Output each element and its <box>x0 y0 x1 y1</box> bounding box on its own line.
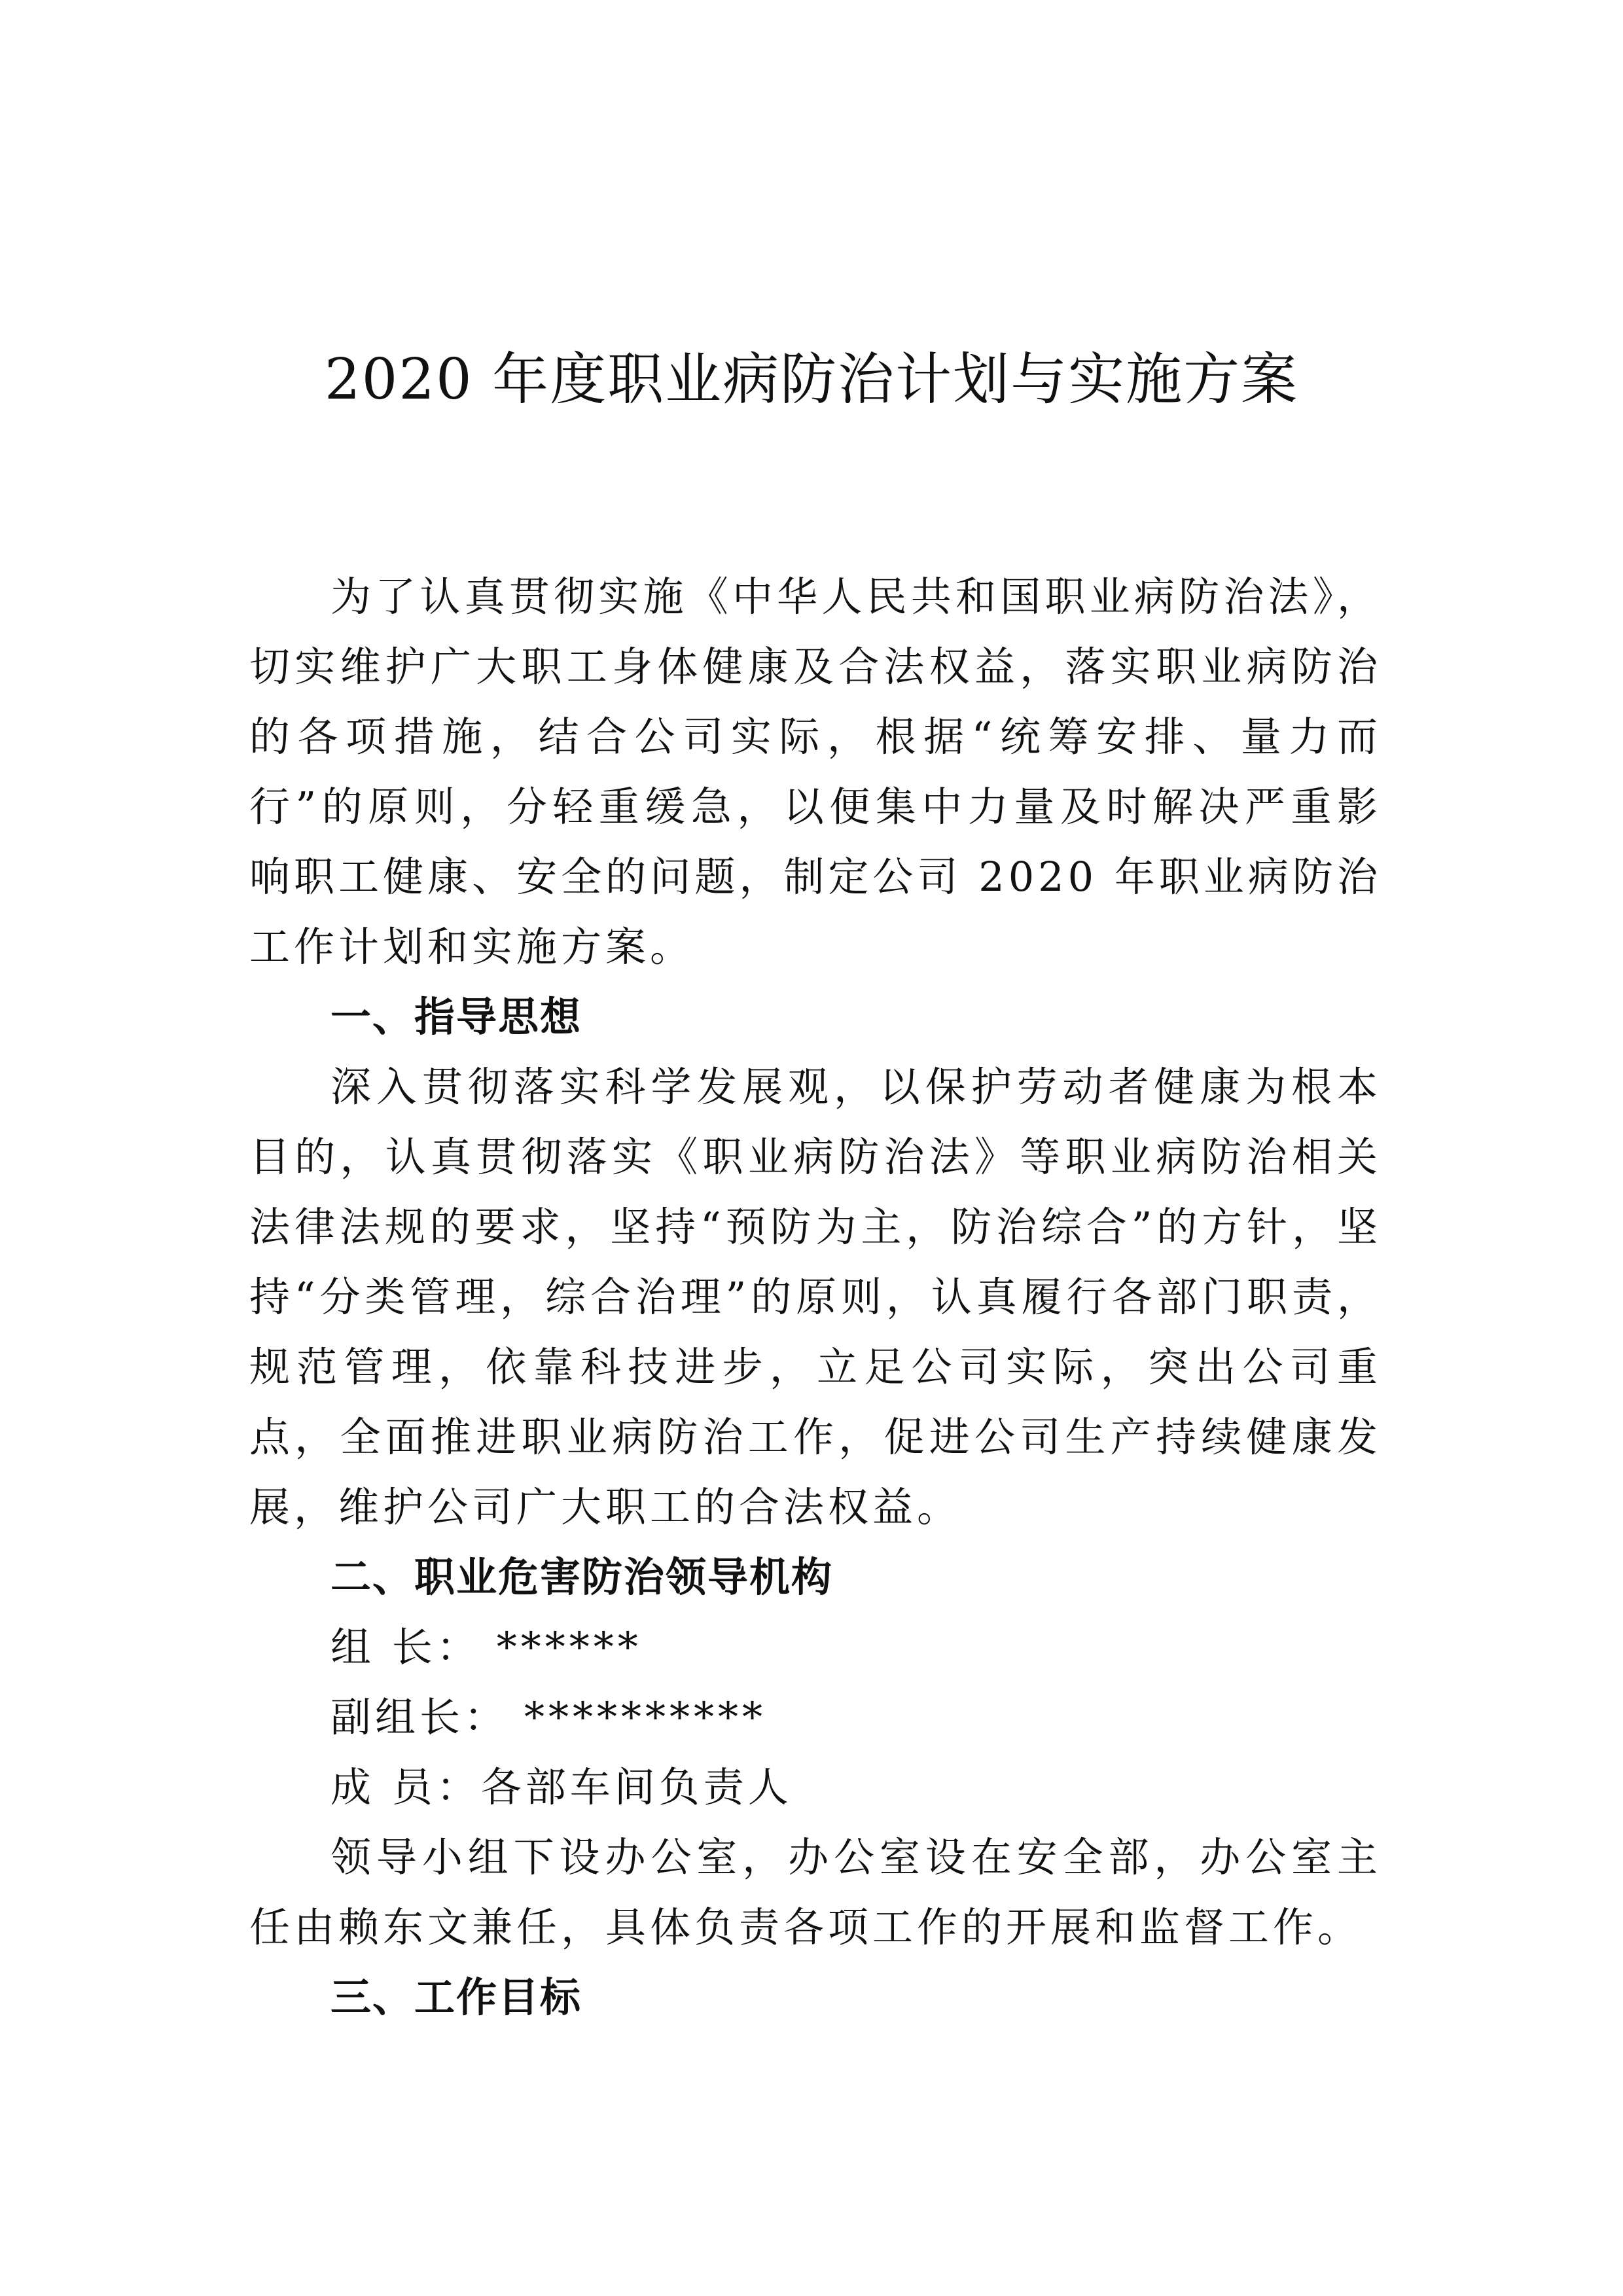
document-title: 2020 年度职业病防治计划与实施方案 <box>324 347 1299 412</box>
roster-deputy <box>249 1682 1382 1752</box>
roster-deputy-label: 副组长： <box>330 1693 509 1741</box>
intro-paragraph: 为了认真贯彻实施《中华人民共和国职业病防治法》，切实维护广大职工身体健康及合法权益，落实职业病防治的各项措施，结合公司实际，根据“统筹安排、量力而行”的原则，分轻重缓急，以便集中力量及时解决严重影响职工健康、安全的问题，制定公司 2020 年职业病防治工作计划和实施方案。 <box>249 573 1382 971</box>
roster-members <box>249 1752 1382 1822</box>
roster-leader <box>249 1612 1382 1682</box>
section-heading-guiding-ideology: 一、指导思想 <box>330 993 582 1041</box>
roster-members-value: 各部车间负责人 <box>480 1763 793 1811</box>
roster-leader-label: 组 长： <box>330 1623 481 1671</box>
section-heading-leadership: 二、职业危害防治领导机构 <box>330 1553 834 1601</box>
document-body <box>249 562 1382 2032</box>
office-note-paragraph: 领导小组下设办公室，办公室设在安全部，办公室主任由赖东文兼任，具体负责各项工作的开展和监督工作。 <box>249 1833 1382 1951</box>
roster-members-label: 成 员： <box>330 1763 481 1811</box>
roster-leader-value: ****** <box>496 1623 642 1671</box>
guiding-ideology-paragraph: 深入贯彻落实科学发展观，以保护劳动者健康为根本目的，认真贯彻落实《职业病防治法》等职业病防治相关法律法规的要求，坚持“预防为主，防治综合”的方针，坚持“分类管理，综合治理”的原则，认真履行各部门职责，规范管理，依靠科技进步，立足公司实际，突出公司重点，全面推进职业病防治工作，促进公司生产持续健康发展，维护公司广大职工的合法权益。 <box>249 1063 1382 1531</box>
roster-deputy-value: ********** <box>524 1693 767 1741</box>
section-heading-work-goals: 三、工作目标 <box>330 1973 582 2021</box>
